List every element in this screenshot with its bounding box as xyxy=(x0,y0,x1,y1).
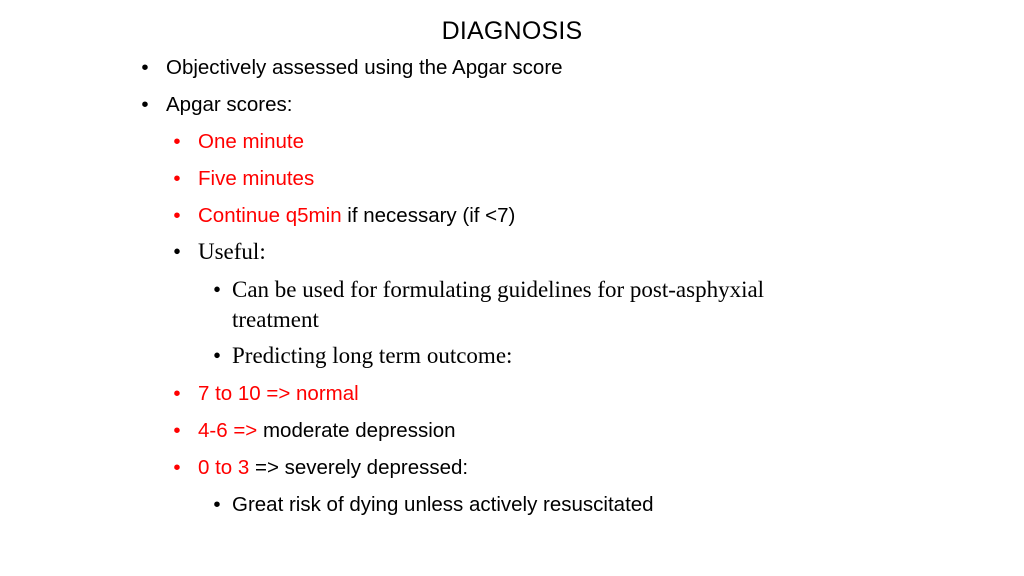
bullet-text: => severely depressed: xyxy=(249,456,469,479)
bullet-item-five-minutes xyxy=(173,166,315,192)
bullet-dot-icon: • xyxy=(173,382,181,405)
bullet-item-apgar-scores xyxy=(141,92,293,118)
bullet-text: Great risk of dying unless actively resuscitated xyxy=(232,493,654,516)
slide-title: DIAGNOSIS xyxy=(441,17,583,45)
bullet-dot-icon: • xyxy=(212,343,222,368)
bullet-dot-icon: • xyxy=(213,493,221,516)
bullet-text: moderate depression xyxy=(257,419,456,442)
bullet-item-one-minute xyxy=(173,129,304,155)
bullet-text: 7 to 10 => normal xyxy=(198,382,359,405)
bullet-item-score-0-to-3 xyxy=(173,455,469,481)
bullet-dot-icon: • xyxy=(172,239,182,264)
bullet-text-highlight: Continue q5min xyxy=(198,204,342,227)
bullet-text: One minute xyxy=(198,130,304,153)
bullet-dot-icon: • xyxy=(173,167,181,190)
bullet-item-guidelines xyxy=(212,275,832,335)
bullet-item-objectively-assessed xyxy=(141,55,563,81)
bullet-item-predicting-outcome xyxy=(212,341,513,371)
bullet-item-score-7-to-10 xyxy=(173,381,359,407)
bullet-text: Apgar scores: xyxy=(166,93,293,116)
bullet-text: if necessary (if <7) xyxy=(341,204,516,227)
bullet-text: Objectively assessed using the Apgar score xyxy=(166,56,563,79)
bullet-text-highlight: 4-6 => xyxy=(198,419,258,442)
bullet-text: Five minutes xyxy=(198,167,315,190)
bullet-dot-icon: • xyxy=(141,93,149,116)
bullet-dot-icon: • xyxy=(173,419,181,442)
bullet-item-risk-of-dying xyxy=(213,492,654,518)
bullet-dot-icon: • xyxy=(173,130,181,153)
bullet-dot-icon: • xyxy=(141,56,149,79)
bullet-dot-icon: • xyxy=(212,277,222,302)
bullet-dot-icon: • xyxy=(173,456,181,479)
bullet-text: Useful: xyxy=(198,239,266,264)
bullet-dot-icon: • xyxy=(173,204,181,227)
bullet-text-highlight: 0 to 3 xyxy=(198,456,250,479)
bullet-item-useful xyxy=(172,237,266,267)
bullet-text: Predicting long term outcome: xyxy=(232,343,513,368)
bullet-text: Can be used for formulating guidelines for post-asphyxial treatment xyxy=(232,277,765,332)
bullet-item-score-4-to-6 xyxy=(173,418,456,444)
bullet-item-continue-q5min xyxy=(173,203,516,229)
